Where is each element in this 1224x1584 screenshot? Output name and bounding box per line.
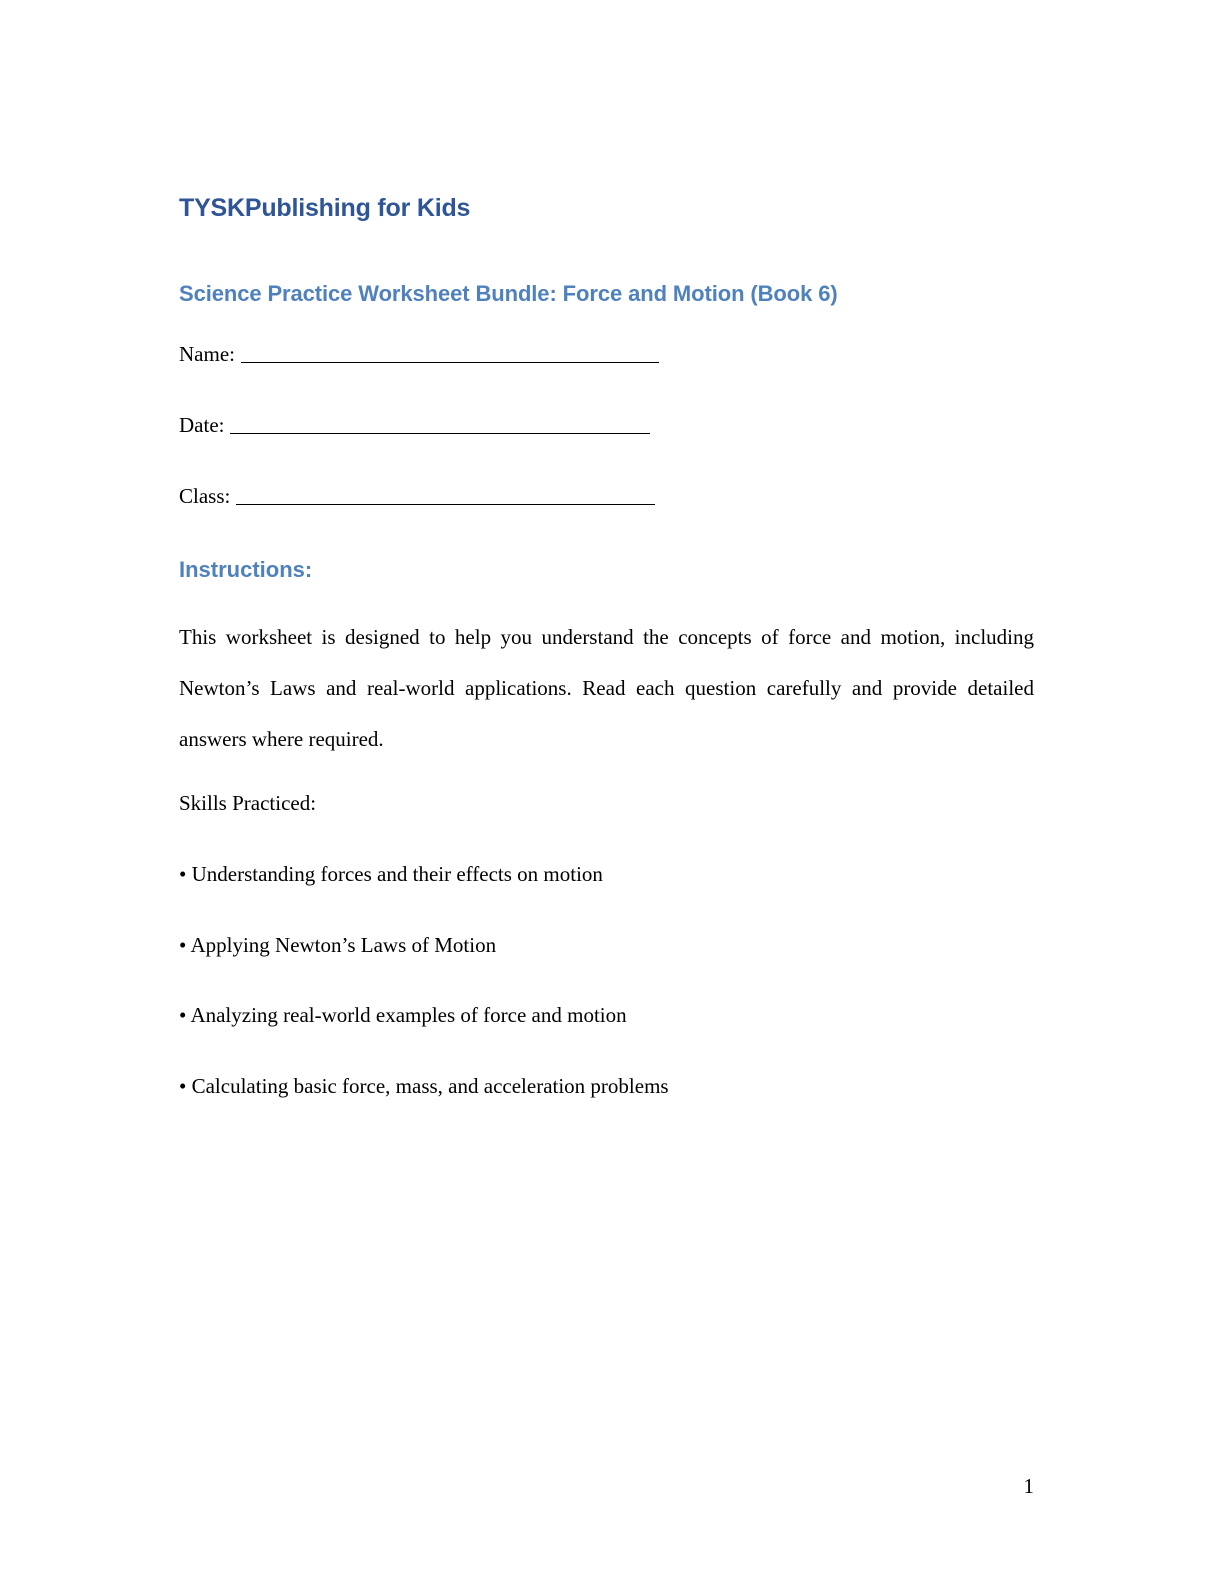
- skill-item: • Calculating basic force, mass, and acceleration problems: [179, 1074, 669, 1098]
- date-label: Date:: [179, 413, 225, 437]
- name-field[interactable]: [179, 340, 659, 368]
- date-field[interactable]: [179, 411, 650, 439]
- class-label: Class:: [179, 484, 231, 508]
- class-blank-line[interactable]: [236, 486, 655, 505]
- publisher-name: TYSKPublishing for Kids: [179, 194, 471, 222]
- skill-item: • Understanding forces and their effects on motion: [179, 862, 603, 886]
- document-title: Science Practice Worksheet Bundle: Force and Motion (Book 6): [179, 281, 838, 306]
- date-blank-line[interactable]: [230, 415, 650, 434]
- page-number: 1: [1023, 1474, 1034, 1498]
- skills-label: Skills Practiced:: [179, 791, 317, 815]
- class-field[interactable]: [179, 482, 655, 510]
- skill-item: • Applying Newton’s Laws of Motion: [179, 933, 497, 957]
- instructions-paragraph: This worksheet is designed to help you understand the concepts of force and motion, including Newton’s Laws and real-world applications. Read each question carefully and provide detailed answers where required.: [179, 625, 1034, 751]
- name-blank-line[interactable]: [241, 344, 659, 363]
- name-label: Name:: [179, 342, 235, 366]
- skill-item: • Analyzing real-world examples of force and motion: [179, 1003, 627, 1027]
- instructions-heading: Instructions:: [179, 557, 313, 582]
